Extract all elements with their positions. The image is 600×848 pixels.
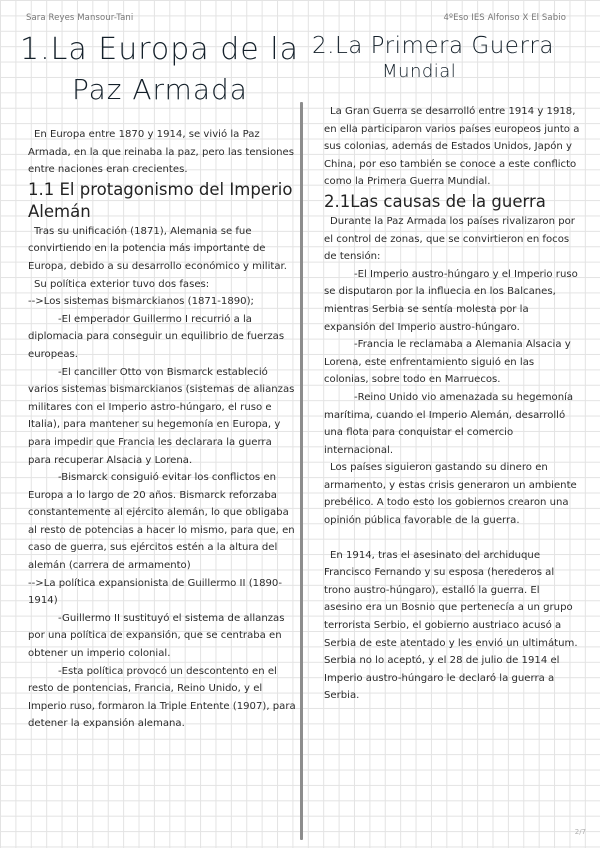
heading-1-1: 1.1 El protagonismo del Imperio Alemán xyxy=(28,179,293,221)
paragraph: -El Imperio austro-húngaro y el Imperio ruso se disputaron por la influecia en los Balcanes, mientras Serbia se sentía molesta por la expansión del Imperio austro-húngaro. xyxy=(324,268,578,333)
course-school: 4ºEso IES Alfonso X El Sabio xyxy=(443,13,566,23)
paragraph: Durante la Paz Armada los países rivalizaron por el control de zonas, que se convirtieron en focos de tensión: xyxy=(324,215,575,263)
section-1-title-line-1: 1.La Europa de la xyxy=(20,32,299,67)
paragraph: -Francia le reclamaba a Alemania Alsacia y Lorena, este enfrentamiento siguió en las colonias, sobre todo en Marruecos. xyxy=(324,339,571,386)
paragraph: En 1914, tras el asesinato del archiduque Francisco Fernando y su esposa (herederos al trono austro-húngaro), estalló la guerra. El asesino era un Bosnio que pertenecía a un grupo terrorista Serbio, el gobierno austriaco acusó a Serbia de este atentado y les envió un ultimátum. Serbia no lo aceptó, y el 28 de julio de 1914 el Imperio austro-húngaro le declaró la guerra a Serbia. xyxy=(324,549,578,702)
section-2-title-line-2: Mundial xyxy=(382,61,457,82)
paragraph: Los países siguieron gastando su dinero en armamento, y estas crisis generaron un ambiente prebélico. A todo esto los gobiernos crearon una opinión pública favorable de la guerra. xyxy=(324,462,577,527)
phase-2-title: -->La política expansionista de Guillermo II (1890-1914) xyxy=(28,577,282,607)
section-1-title-line-2: Paz Armada xyxy=(72,73,248,106)
heading-2-1: 2.1Las causas de la guerra xyxy=(324,191,546,211)
intro-paragraph: En Europa entre 1870 y 1914, se vivió la Paz Armada, en la que reinaba la paz, pero las tensiones entre naciones eran crecientes. xyxy=(28,129,295,176)
phase-1-title: -->Los sistemas bismarckianos (1871-1890); xyxy=(28,296,254,308)
paragraph: -Guillermo II sustituyó el sistema de allanzas por una política de expansión, que se centraba en obtener un imperio colonial. xyxy=(28,612,285,660)
right-column xyxy=(324,103,580,705)
paragraph: -El canciller Otto von Bismarck estableció varios sistemas bismarckianos (sistemas de alianzas militares con el Imperio astro-húngaro, el ruso e Italia), para mantener su hegemonía en Europa, y para impedir que Francia les declarara la guerra para recuperar Alsacia y Lorena. xyxy=(28,366,295,466)
paragraph-gap xyxy=(324,530,580,547)
paragraph: -El emperador Guillermo I recurrió a la diplomacia para conseguir un equilibrio de fuerzas europeas. xyxy=(28,313,285,360)
paragraph: -Reino Unido vio amenazada su hegemonía marítima, cuando el Imperio Alemán, desarrolló una flota para conquistar el comercio internacional. xyxy=(324,391,574,456)
section-2-title-line-1: 2.La Primera Guerra xyxy=(312,33,554,59)
paragraph: -Bismarck consiguió evitar los conflictos en Europa a lo largo de 20 años. Bismarck reforzaba constantemente al ejército alemán, lo que obligaba al resto de potencias a hacer lo mismo, para que, en caso de guerra, sus ejércitos estén a la altura del alemán (carrera de armamento) xyxy=(28,472,295,572)
intro-paragraph: La Gran Guerra se desarrolló entre 1914 y 1918, en ella participaron varios países europeos junto a sus colonias, además de Estados Unidos, Japón y China, por eso también se conoce a este conflicto como la Primera Guerra Mundial. xyxy=(324,106,580,188)
paragraph: Tras su unificación (1871), Alemania se fue convirtiendo en la potencia más importante de Europa, debido a su desarrollo económico y militar. xyxy=(28,225,287,272)
paragraph: Su política exterior tuvo dos fases: xyxy=(34,278,210,290)
paragraph: -Esta política provocó un descontento en el resto de pontencias, Francia, Reino Unido, y el Imperio ruso, formaron la Triple Entente (1907), para detener la expansión alemana. xyxy=(28,665,296,730)
author-name: Sara Reyes Mansour-Tani xyxy=(26,13,134,23)
page-number: 2/7 xyxy=(574,828,586,836)
column-divider xyxy=(300,102,303,840)
left-column xyxy=(28,126,296,733)
